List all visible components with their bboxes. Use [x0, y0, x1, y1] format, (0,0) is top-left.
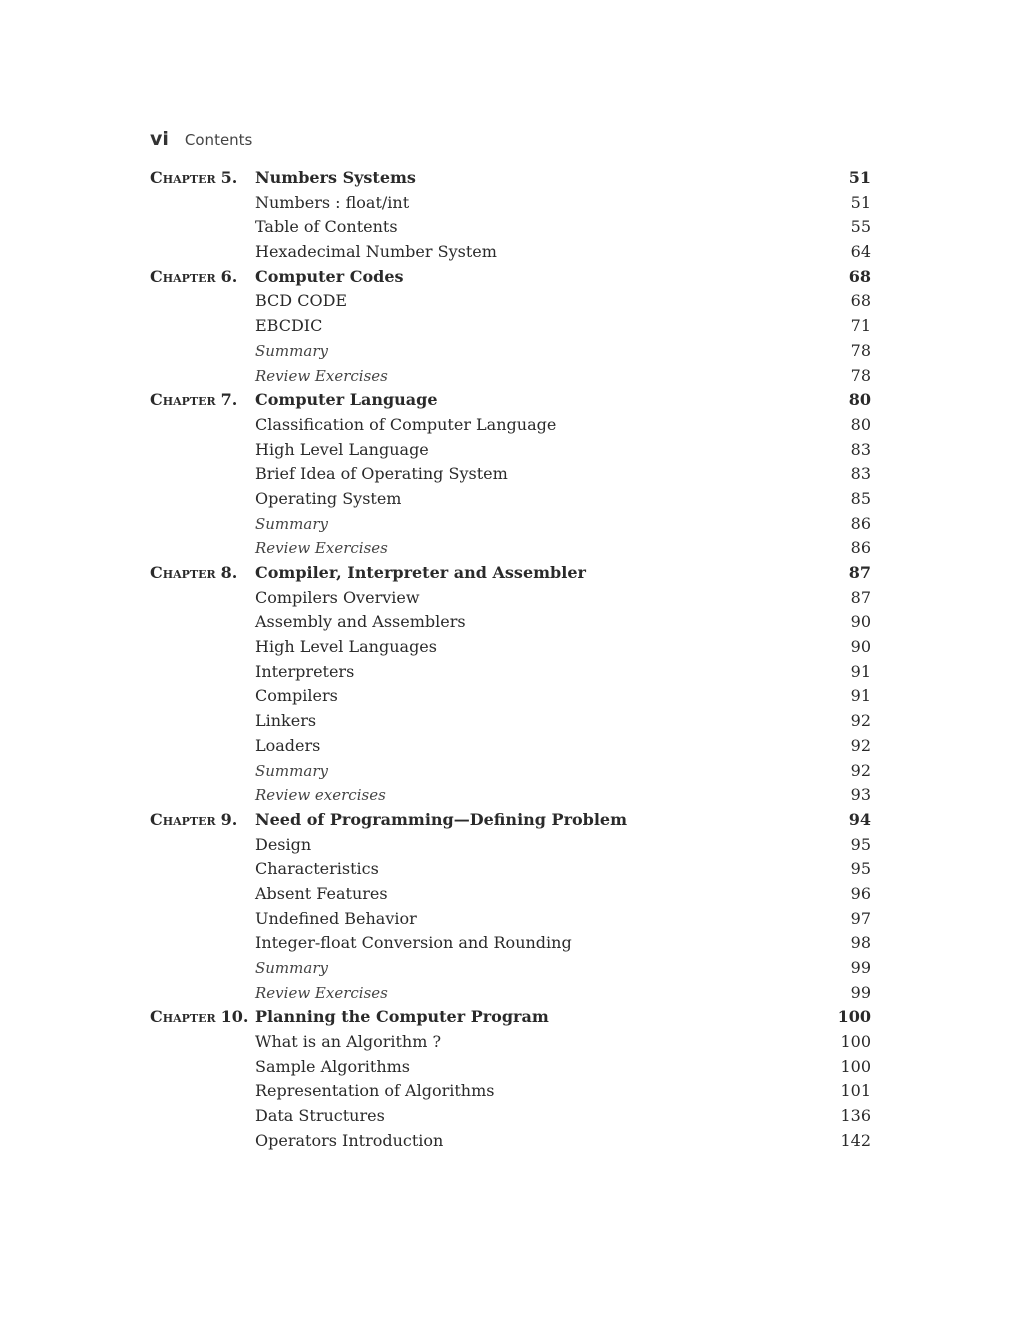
section-title: Absent Features — [255, 883, 388, 903]
section-page: 90 — [850, 637, 871, 657]
chapter-page: 51 — [848, 168, 871, 187]
chapter-label — [150, 166, 237, 191]
section-title: Hexadecimal Number System — [255, 242, 497, 262]
section-page: 97 — [850, 908, 871, 928]
page-number: vi — [150, 128, 169, 150]
section-title: Review Exercises — [255, 983, 388, 1002]
section-page: 86 — [850, 538, 871, 558]
chapter-label — [150, 808, 237, 833]
section-page: 92 — [850, 735, 871, 755]
section-page: 51 — [850, 192, 871, 212]
section-row[interactable] — [150, 191, 871, 216]
section-row[interactable] — [150, 1129, 871, 1154]
chapter-title: Numbers Systems — [255, 168, 416, 187]
section-row[interactable] — [150, 215, 871, 240]
section-page: 101 — [840, 1081, 871, 1101]
section-title: Classification of Computer Language — [255, 414, 557, 434]
section-title: Numbers : float/int — [255, 192, 410, 212]
section-row[interactable] — [150, 709, 871, 734]
section-page: 83 — [850, 464, 871, 484]
section-page: 92 — [850, 711, 871, 731]
section-page: 99 — [850, 982, 871, 1002]
chapter-row[interactable] — [150, 388, 871, 413]
section-row[interactable] — [150, 289, 871, 314]
chapter-page: 80 — [848, 390, 871, 410]
section-row[interactable] — [150, 1055, 871, 1080]
section-page: 71 — [850, 316, 871, 336]
chapter-word: Chapter — [150, 168, 216, 187]
section-page: 78 — [850, 365, 871, 385]
chapter-page: 68 — [848, 266, 871, 286]
section-page: 78 — [850, 340, 871, 360]
section-row[interactable] — [150, 462, 871, 487]
section-row[interactable] — [150, 783, 871, 808]
section-page: 136 — [840, 1106, 871, 1126]
section-title: Review Exercises — [255, 539, 388, 558]
section-page: 64 — [850, 242, 871, 262]
section-page: 68 — [850, 291, 871, 311]
chapter-word: Chapter — [150, 1007, 216, 1027]
chapter-page: 87 — [848, 563, 871, 582]
section-row[interactable] — [150, 635, 871, 660]
section-title: Compilers — [255, 686, 338, 706]
section-title: Review Exercises — [255, 366, 388, 385]
section-title: EBCDIC — [255, 316, 323, 336]
section-row[interactable] — [150, 956, 871, 981]
section-row[interactable] — [150, 413, 871, 438]
section-row[interactable] — [150, 734, 871, 759]
section-page: 86 — [850, 513, 871, 533]
chapter-page: 94 — [848, 809, 871, 829]
section-row[interactable] — [150, 759, 871, 784]
section-row[interactable] — [150, 684, 871, 709]
section-title: Summary — [255, 959, 328, 977]
section-page: 83 — [850, 439, 871, 459]
chapter-row[interactable] — [150, 265, 871, 290]
section-page: 85 — [850, 488, 871, 508]
section-row[interactable] — [150, 882, 871, 907]
section-row[interactable] — [150, 857, 871, 882]
section-title: High Level Languages — [255, 637, 437, 657]
chapter-row[interactable] — [150, 561, 871, 586]
section-page: 80 — [850, 414, 871, 434]
section-page: 142 — [840, 1130, 871, 1150]
table-of-contents — [150, 166, 871, 1154]
section-title: Integer-float Conversion and Rounding — [255, 933, 572, 953]
section-page: 99 — [850, 958, 871, 977]
section-row[interactable] — [150, 438, 871, 463]
section-title: Data Structures — [255, 1106, 385, 1126]
section-title: Representation of Algorithms — [255, 1081, 495, 1101]
section-page: 95 — [850, 859, 871, 879]
section-row[interactable] — [150, 660, 871, 685]
section-title: Brief Idea of Operating System — [255, 464, 508, 484]
section-title: BCD CODE — [255, 291, 348, 311]
section-page: 100 — [840, 1032, 871, 1052]
section-row[interactable] — [150, 339, 871, 364]
section-title: High Level Language — [255, 439, 429, 459]
section-title: Linkers — [255, 711, 317, 731]
chapter-row[interactable] — [150, 166, 871, 191]
section-row[interactable] — [150, 931, 871, 956]
section-page: 87 — [850, 587, 871, 607]
chapter-number: 7. — [220, 390, 238, 410]
section-title: Summary — [255, 514, 328, 533]
chapter-word: Chapter — [150, 266, 216, 286]
chapter-number: 8. — [220, 563, 238, 582]
section-row[interactable] — [150, 833, 871, 858]
chapter-number: 10. — [220, 1007, 249, 1027]
chapter-label — [150, 561, 237, 586]
section-page: 91 — [850, 686, 871, 706]
section-title: Review exercises — [255, 786, 386, 805]
section-row[interactable] — [150, 240, 871, 265]
section-title: What is an Algorithm ? — [255, 1032, 442, 1052]
section-page: 98 — [850, 933, 871, 953]
section-row[interactable] — [150, 1030, 871, 1055]
section-row[interactable] — [150, 487, 871, 512]
page-header — [150, 128, 252, 154]
chapter-title: Compiler, Interpreter and Assembler — [255, 563, 586, 582]
section-page: 96 — [850, 883, 871, 903]
section-title: Operating System — [255, 488, 402, 508]
section-title: Compilers Overview — [255, 587, 420, 607]
chapter-number: 6. — [220, 266, 238, 286]
chapter-word: Chapter — [150, 809, 216, 829]
section-page: 90 — [850, 612, 871, 632]
section-row[interactable] — [150, 1104, 871, 1129]
section-row[interactable] — [150, 314, 871, 339]
chapter-row[interactable] — [150, 1005, 871, 1030]
section-page: 93 — [850, 785, 871, 805]
section-page: 100 — [840, 1056, 871, 1076]
chapter-number: 9. — [220, 809, 238, 829]
section-title: Design — [255, 834, 312, 854]
section-title: Interpreters — [255, 661, 355, 681]
section-row[interactable] — [150, 981, 871, 1006]
section-page: 55 — [850, 217, 871, 237]
section-page: 91 — [850, 661, 871, 681]
section-title: Loaders — [255, 735, 321, 755]
chapter-title: Planning the Computer Program — [255, 1007, 549, 1027]
chapter-word: Chapter — [150, 390, 216, 410]
section-page: 95 — [850, 834, 871, 854]
chapter-row[interactable] — [150, 808, 871, 833]
section-row[interactable] — [150, 610, 871, 635]
section-row[interactable] — [150, 586, 871, 611]
section-title: Table of Contents — [255, 217, 398, 237]
chapter-label — [150, 1005, 249, 1030]
chapter-number: 5. — [220, 168, 238, 187]
chapter-title: Need of Programming—Defining Problem — [255, 809, 628, 829]
header-title: Contents — [184, 131, 253, 149]
section-title: Assembly and Assemblers — [255, 612, 466, 632]
section-page: 92 — [850, 760, 871, 780]
section-title: Summary — [255, 761, 328, 780]
section-row[interactable] — [150, 907, 871, 932]
chapter-label — [150, 388, 237, 413]
chapter-word: Chapter — [150, 563, 216, 582]
section-row[interactable] — [150, 536, 871, 561]
section-row[interactable] — [150, 364, 871, 389]
chapter-page: 100 — [837, 1007, 871, 1027]
section-title: Operators Introduction — [255, 1130, 444, 1150]
section-title: Undefined Behavior — [255, 908, 417, 928]
chapter-label — [150, 265, 237, 290]
section-title: Characteristics — [255, 859, 379, 879]
section-title: Sample Algorithms — [255, 1056, 411, 1076]
chapter-title: Computer Codes — [255, 266, 404, 286]
section-title: Summary — [255, 341, 328, 360]
section-row[interactable] — [150, 1079, 871, 1104]
section-row[interactable] — [150, 512, 871, 537]
chapter-title: Computer Language — [255, 390, 438, 410]
